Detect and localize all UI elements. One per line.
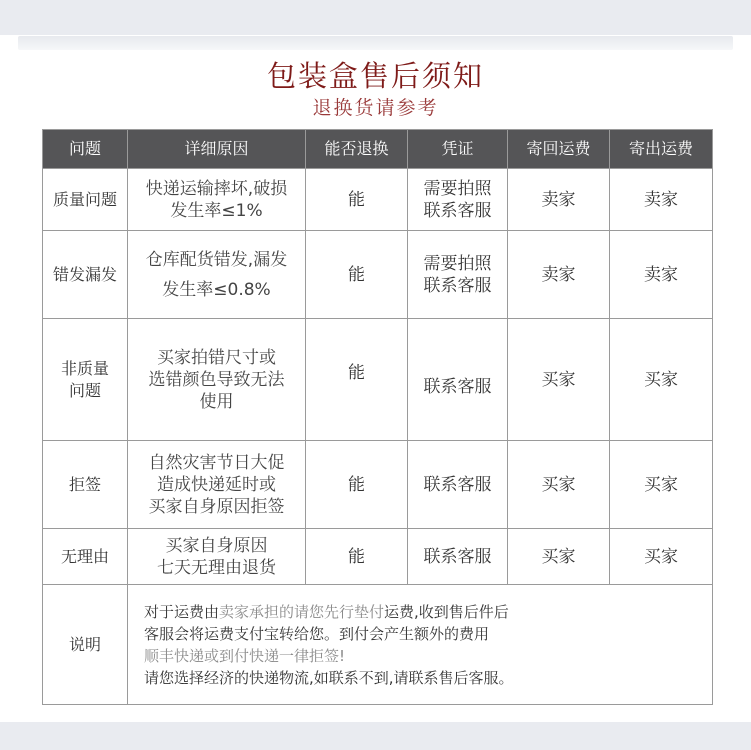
problem-line: 非质量	[60, 358, 109, 378]
row-returnable: 能	[306, 231, 408, 319]
note-label: 说明	[43, 585, 128, 705]
row-problem	[43, 319, 128, 441]
problem-line: 问题	[68, 380, 101, 400]
row-return-shipping: 卖家	[508, 231, 610, 319]
reason-line: 买家拍错尺寸或	[157, 347, 276, 368]
row-reason	[128, 529, 306, 585]
note-line-3: 顺丰快递或到付快递一律拒签!	[144, 646, 346, 665]
reason-line: 快递运输摔坏,破损	[145, 178, 288, 199]
proof-line: 联系客服	[423, 200, 492, 221]
proof-line: 需要拍照	[423, 253, 492, 274]
page-title: 包装盒售后须知	[266, 59, 484, 93]
row-send-shipping: 卖家	[610, 169, 713, 231]
row-proof	[408, 231, 508, 319]
note-row	[43, 585, 713, 705]
table-row	[43, 231, 713, 319]
row-returnable: 能	[306, 169, 408, 231]
row-return-shipping: 买家	[508, 319, 610, 441]
reason-line: 七天无理由退货	[157, 557, 276, 578]
note-line-2: 客服会将运费支付宝转给您。到付会产生额外的费用	[144, 624, 490, 643]
row-proof: 联系客服	[408, 441, 508, 529]
row-returnable: 能	[306, 319, 408, 441]
reason-line: 买家自身原因	[165, 535, 268, 556]
header-send-shipping: 寄出运费	[610, 130, 713, 169]
table-row	[43, 529, 713, 585]
row-reason	[128, 231, 306, 319]
row-send-shipping: 买家	[610, 529, 713, 585]
after-sales-policy-table	[42, 129, 713, 705]
row-proof: 联系客服	[408, 319, 508, 441]
table-row	[43, 319, 713, 441]
row-reason	[128, 441, 306, 529]
page-subtitle: 退换货请参考	[312, 97, 439, 119]
note-line-1-c: 运费,收到售后件后	[384, 602, 509, 621]
reason-line: 使用	[199, 391, 234, 412]
row-problem: 无理由	[43, 529, 128, 585]
note-line-1-b: 卖家承担的请您先行垫付	[219, 602, 385, 621]
note-line-1	[144, 601, 712, 623]
row-return-shipping: 买家	[508, 441, 610, 529]
header-return-shipping: 寄回运费	[508, 130, 610, 169]
table-header-row	[43, 130, 713, 169]
reason-line: 造成快递延时或	[157, 474, 276, 495]
table-row	[43, 441, 713, 529]
reason-line: 买家自身原因拒签	[148, 496, 285, 517]
row-send-shipping: 买家	[610, 441, 713, 529]
reason-line: 仓库配货错发,漏发	[145, 249, 288, 270]
reason-line: 选错颜色导致无法	[148, 369, 285, 390]
row-reason	[128, 319, 306, 441]
row-problem: 拒签	[43, 441, 128, 529]
row-return-shipping: 买家	[508, 529, 610, 585]
proof-line: 需要拍照	[423, 178, 492, 199]
row-return-shipping: 卖家	[508, 169, 610, 231]
reason-line: 发生率≤1%	[170, 200, 263, 221]
row-returnable: 能	[306, 441, 408, 529]
reason-line: 自然灾害节日大促	[148, 452, 285, 473]
header-returnable: 能否退换	[306, 130, 408, 169]
row-problem: 质量问题	[43, 169, 128, 231]
top-divider-band	[18, 36, 733, 50]
reason-line: 发生率≤0.8%	[162, 279, 271, 300]
table-row	[43, 169, 713, 231]
note-line-1-a: 对于运费由	[144, 602, 220, 621]
row-problem: 错发漏发	[43, 231, 128, 319]
row-returnable: 能	[306, 529, 408, 585]
header-problem: 问题	[43, 130, 128, 169]
row-send-shipping: 买家	[610, 319, 713, 441]
row-reason	[128, 169, 306, 231]
note-line-4: 请您选择经济的快递物流,如联系不到,请联系售后客服。	[144, 668, 514, 687]
proof-line: 联系客服	[423, 275, 492, 296]
row-proof	[408, 169, 508, 231]
row-proof: 联系客服	[408, 529, 508, 585]
row-send-shipping: 卖家	[610, 231, 713, 319]
header-proof: 凭证	[408, 130, 508, 169]
note-content	[128, 585, 713, 705]
header-reason: 详细原因	[128, 130, 306, 169]
